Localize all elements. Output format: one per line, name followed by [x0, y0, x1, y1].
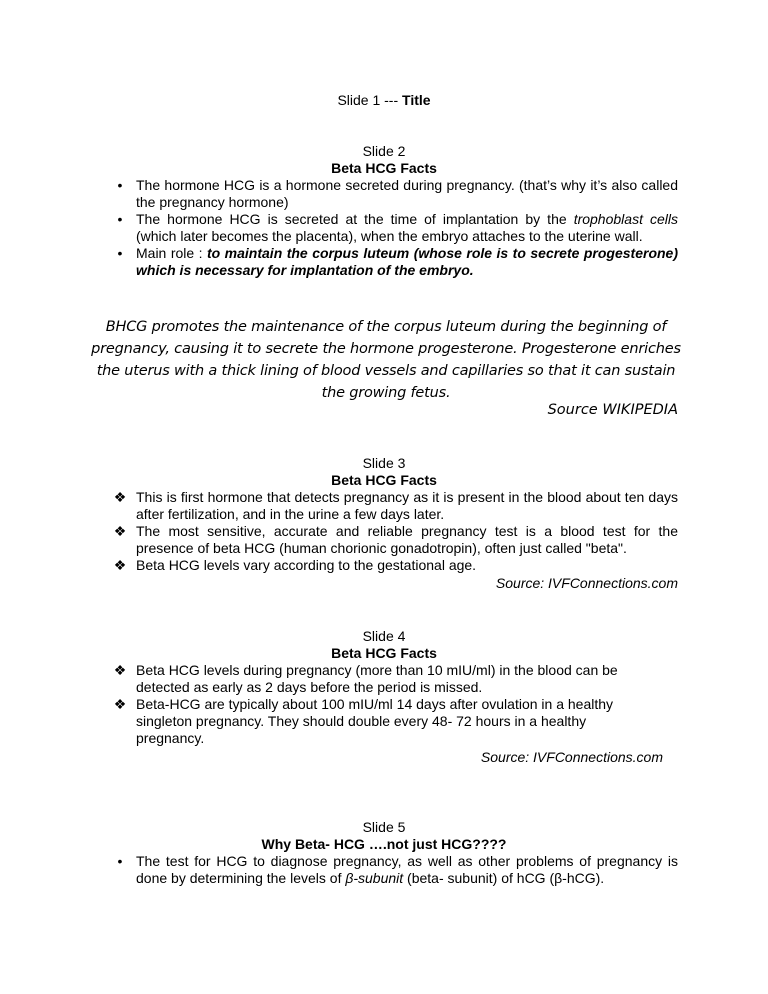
diamond-bullet-icon: ❖	[113, 662, 127, 678]
slide2-bullet-list	[110, 177, 678, 279]
list-item	[110, 489, 678, 523]
slide3-source: Source: IVFConnections.com	[495, 575, 678, 591]
slide2-bullet-1: The hormone HCG is a hormone secreted during pregnancy. (that’s why it’s also called the pregnancy hormone)	[136, 177, 678, 210]
slide4-heading: Beta HCG Facts	[331, 645, 437, 661]
slide3-heading: Beta HCG Facts	[331, 472, 437, 488]
list-item	[110, 662, 650, 696]
slide4-bullet-2: Beta-HCG are typically about 100 mIU/ml 14 days after ovulation in a healthy singleton pregnancy. They should double every 48- 72 hours in a healthy pregnancy.	[136, 696, 614, 746]
slide2-source: Source WIKIPEDIA	[547, 402, 678, 418]
slide3-bullet-2: The most sensitive, accurate and reliable pregnancy test is a blood test for the presence of beta HCG (human chorionic gonadotropin), often just called "beta".	[136, 523, 678, 556]
slide1-prefix: Slide 1 ---	[337, 92, 403, 108]
slide1-title: Title	[402, 92, 431, 108]
slide2-bullet-3-emphasis: to maintain the corpus luteum (whose role is to secrete progesterone) which is necessary for implantation of the embryo.	[136, 245, 679, 278]
slide3-bullet-3: Beta HCG levels vary according to the gestational age.	[136, 557, 477, 573]
slide5-label: Slide 5	[362, 819, 406, 835]
slide4-bullet-1: Beta HCG levels during pregnancy (more than 10 mIU/ml) in the blood can be detected as early as 2 days before the period is missed.	[136, 662, 618, 695]
slide2-bullet-3-text: Main role :	[136, 245, 207, 261]
list-item	[110, 523, 678, 557]
bullet-icon: •	[117, 211, 123, 227]
slide4-bullet-list	[110, 662, 650, 747]
slide3-label: Slide 3	[362, 455, 406, 471]
slide4-label: Slide 4	[362, 628, 406, 644]
bullet-icon: •	[117, 853, 123, 869]
list-item	[110, 853, 678, 887]
bullet-icon: •	[117, 177, 123, 193]
diamond-bullet-icon: ❖	[113, 523, 127, 539]
slide4-source: Source: IVFConnections.com	[480, 749, 663, 765]
slide2-label: Slide 2	[362, 143, 406, 159]
diamond-bullet-icon: ❖	[113, 557, 127, 573]
slide2-bullet-2-text-end: (which later becomes the placenta), when the embryo attaches to the uterine wall.	[136, 228, 643, 244]
slide3-bullet-1: This is first hormone that detects pregnancy as it is present in the blood about ten days after fertilization, and in the urine a few days later.	[136, 489, 678, 522]
slide2-quote: BHCG promotes the maintenance of the corpus luteum during the beginning of pregnancy, causing it to secrete the hormone progesterone. Progesterone enriches the uterus with a thick lining of blood vessels and capillaries so that it can sustain the growing fetus.	[91, 319, 681, 401]
list-item	[110, 557, 678, 574]
slide5-bullet-1-emphasis: β-subunit	[345, 870, 404, 886]
slide5-bullet-1-text: The test for HCG to diagnose pregnancy, as well as other problems of pregnancy is done by determining the levels of	[136, 853, 678, 886]
slide2-bullet-2-text: The hormone HCG is secreted at the time of implantation by the	[136, 211, 574, 227]
slide2-bullet-2-emphasis: trophoblast cells	[573, 211, 678, 227]
slide1-heading	[0, 92, 768, 109]
bullet-icon: •	[117, 245, 123, 261]
slide5-heading: Why Beta- HCG ….not just HCG????	[261, 836, 507, 852]
list-item	[110, 177, 678, 211]
slide5-bullet-1-text-end: (beta- subunit) of hCG (β-hCG).	[403, 870, 605, 886]
slide3-bullet-list	[110, 489, 678, 574]
diamond-bullet-icon: ❖	[113, 696, 127, 712]
slide5-bullet-list	[110, 853, 678, 887]
list-item	[110, 211, 678, 245]
list-item	[110, 245, 678, 279]
list-item	[110, 696, 650, 747]
slide2-heading: Beta HCG Facts	[331, 160, 437, 176]
diamond-bullet-icon: ❖	[113, 489, 127, 505]
